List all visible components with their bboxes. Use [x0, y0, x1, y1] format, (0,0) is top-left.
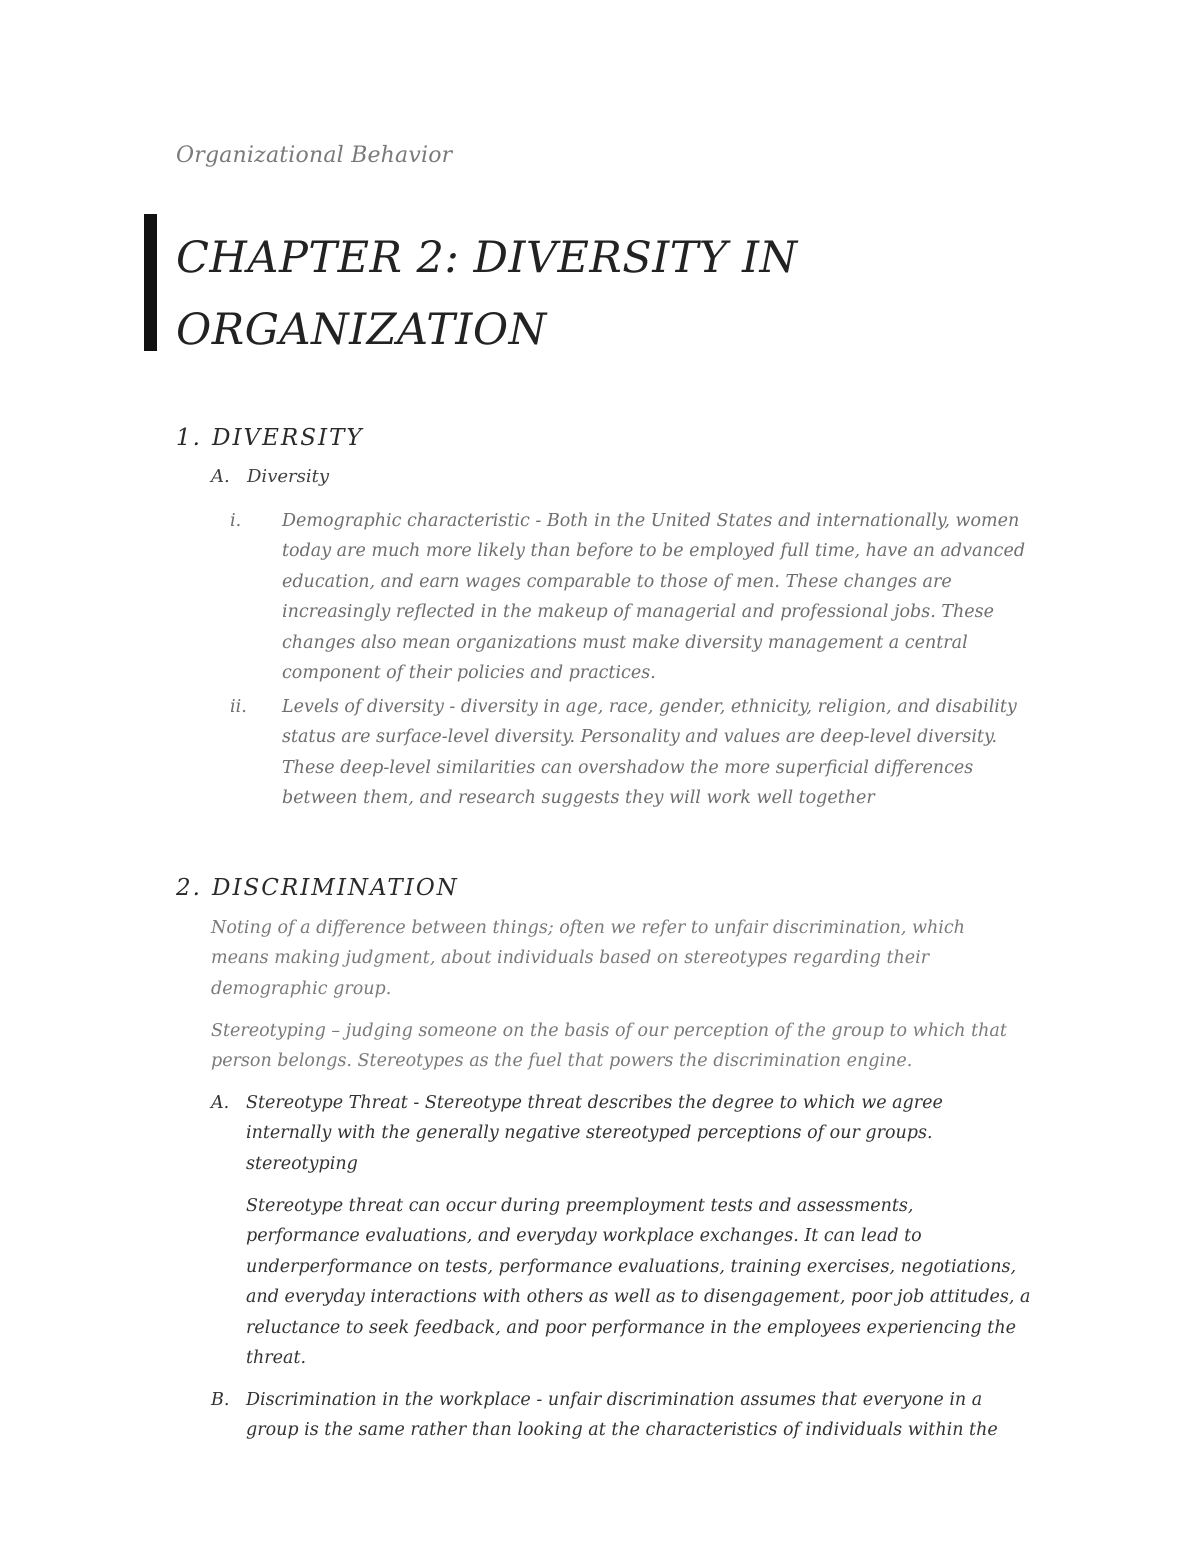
subsection-label: A. — [211, 466, 230, 487]
list-item-text: Levels of diversity - diversity in age, race, gender, ethnicity, religion, and disability status are surface-level diversity. Personality and values are deep-level diversity. These deep-level similarities can overshadow the more superficial differences between them, and research suggests they will work well together — [282, 697, 1017, 809]
section-number: 1. — [176, 425, 202, 451]
list-numeral: i. — [230, 511, 242, 531]
section-title: DISCRIMINATION — [212, 875, 459, 901]
discrimination-definition-paragraph: Noting of a difference between things; often we refer to unfair discrimination, which means making judgment, about individuals based on stereotypes regarding their demographic group. — [211, 918, 965, 999]
section-heading-discrimination — [176, 875, 459, 901]
section-number: 2. — [176, 875, 202, 901]
stereotyping-paragraph: Stereotyping – judging someone on the basis of our perception of the group to which that person belongs. Stereotypes as the fuel that powers the discrimination engine. — [211, 1021, 1007, 1072]
list-item-levels-of-diversity — [230, 692, 1030, 814]
title-accent-bar — [144, 214, 157, 351]
chapter-title: CHAPTER 2: DIVERSITY IN ORGANIZATION — [176, 233, 798, 355]
list-label: B. — [211, 1390, 230, 1410]
subsection-heading-diversity — [211, 466, 329, 487]
list-numeral: ii. — [230, 697, 247, 717]
list-label: A. — [211, 1093, 230, 1113]
section-heading-diversity — [176, 425, 364, 451]
list-item-text: Demographic characteristic - Both in the United States and internationally, women today are much more likely than before to be employed full time, have an advanced education, and earn wages comparable to those of men. These changes are increasingly reflected in the makeup of managerial and professional jobs. These changes also mean organizations must make diversity management a central component of their policies and practices. — [282, 511, 1026, 684]
running-header: Organizational Behavior — [176, 143, 453, 168]
list-item-text: Discrimination in the workplace - unfair discrimination assumes that everyone in a group is the same rather than looking at the characteristics of individuals within the — [246, 1390, 998, 1441]
list-item-stereotype-threat — [211, 1088, 1031, 1179]
list-item-text: Stereotype Threat - Stereotype threat describes the degree to which we agree internally with the generally negative stereotyped perceptions of our groups. stereotyping — [246, 1093, 943, 1174]
stereotype-threat-detail-paragraph: Stereotype threat can occur during preemployment tests and assessments, performance evaluations, and everyday workplace exchanges. It can lead to underperformance on tests, performance evaluations, training exercises, negotiations, and everyday interactions with others as well as to disengagement, poor job attitudes, a reluctance to seek feedback, and poor performance in the employees experiencing the threat. — [246, 1196, 1031, 1369]
section-title: DIVERSITY — [212, 425, 364, 451]
list-item-discrimination-in-workplace — [211, 1385, 1031, 1446]
list-item-demographic-characteristic — [230, 506, 1030, 688]
subsection-title: Diversity — [247, 466, 330, 487]
